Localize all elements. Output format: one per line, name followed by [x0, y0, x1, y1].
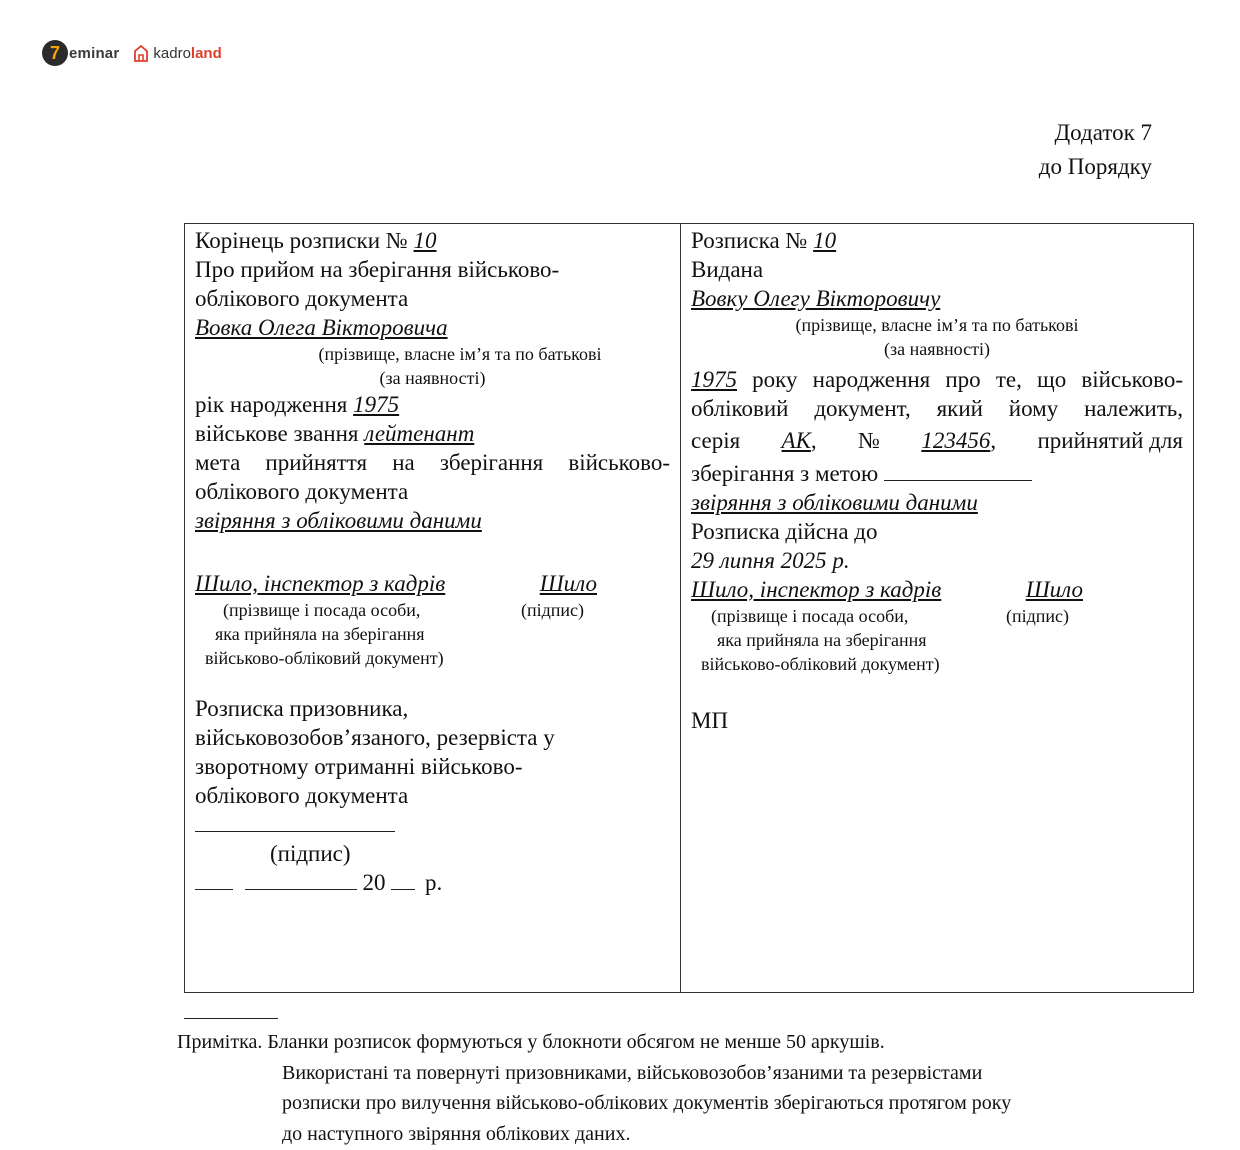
- stub-return-2: військовозобов’язаного, резервіста у: [195, 725, 555, 750]
- stub-rank-value: лейтенант: [364, 421, 475, 446]
- receipt-official-hint-2: яка прийняла на зберігання: [717, 630, 927, 650]
- receipt-official-hint-3: військово-обліковий документ): [701, 654, 940, 674]
- receipt-stamp: МП: [691, 708, 729, 733]
- receipt-official-hint-1: (прізвище і посада особи,: [711, 606, 909, 626]
- stub-return-4: облікового документа: [195, 783, 409, 808]
- footnote: [177, 1027, 1177, 1149]
- stub-purpose: звіряння з обліковими даними: [195, 508, 482, 533]
- receipt-signature-hint: (підпис): [1006, 606, 1070, 626]
- stub-return-signature-hint: (підпис): [270, 841, 351, 866]
- receipt-title: Розписка № 10: [691, 228, 837, 253]
- stub-signature: Шило: [539, 571, 597, 596]
- house-icon: [133, 44, 149, 62]
- receipt-name-hint-2: (за наявності): [884, 339, 990, 359]
- stub-person-name: Вовка Олега Вікторовича: [195, 315, 448, 340]
- appendix-line-2: до Порядку: [1038, 154, 1152, 179]
- appendix-header: [1039, 116, 1152, 184]
- stub-name-hint-2: (за наявності): [379, 368, 486, 388]
- appendix-line-1: Додаток 7: [1054, 120, 1152, 145]
- stub-signature-hint: (підпис): [521, 600, 585, 620]
- receipt-signature: Шило: [1025, 577, 1083, 602]
- seminar-logo: [42, 40, 119, 66]
- receipt-doc-number: 123456: [921, 428, 991, 453]
- stub-return-1: Розписка призовника,: [195, 696, 409, 721]
- receipt-text-2: обліковий документ, який йому належить,: [691, 396, 1183, 421]
- stub-birth: рік народження 1975: [195, 392, 400, 417]
- stub-official: Шило, інспектор з кадрів: [195, 571, 446, 596]
- stub-title: Корінець розписки № 10: [195, 228, 437, 253]
- footnote-rule: [184, 1018, 278, 1019]
- stub-return-3: зворотному отриманні військово-: [195, 754, 523, 779]
- stub-purpose-1: мета прийняття на зберігання військово-: [195, 450, 670, 475]
- stub-purpose-2: облікового документа: [195, 479, 409, 504]
- receipt-signature-hints: [691, 604, 1183, 676]
- kadroland-logo-text-1: kadro: [153, 44, 191, 62]
- seminar-logo-mark: 7: [42, 40, 68, 66]
- stub-return-date: 20 р.: [195, 868, 670, 897]
- seminar-logo-text: eminar: [69, 44, 120, 62]
- stub-official-hint-3: військово-обліковий документ): [205, 648, 444, 668]
- stub-birth-year: 1975: [353, 392, 400, 417]
- note-line-1: Примітка. Бланки розписок формуються у блокноти обсягом не менше 50 аркушів.: [177, 1031, 885, 1053]
- stub-signature-row: [195, 569, 597, 598]
- receipt-issued: Видана: [691, 257, 764, 282]
- receipt-series: АК: [781, 428, 811, 453]
- stub-official-hint-1: (прізвище і посада особи,: [223, 600, 421, 620]
- stub-about-1: Про прийом на зберігання військово-: [195, 257, 560, 282]
- receipt-stub: [185, 224, 681, 992]
- receipt-purpose: звіряння з обліковими даними: [691, 490, 978, 515]
- kadroland-logo-text-2: land: [190, 44, 222, 62]
- note-line-3: розписки про вилучення військово-облікових документів зберігаються протягом року: [282, 1092, 1012, 1114]
- receipt-valid-label: Розписка дійсна до: [691, 519, 878, 544]
- stub-about-2: облікового документа: [195, 286, 409, 311]
- stub-signature-hints: [195, 598, 670, 670]
- receipt-series-line: серія АК, № 123456, прийнятий для: [691, 428, 1183, 453]
- receipt-number: 10: [813, 228, 837, 253]
- stub-number: 10: [413, 228, 437, 253]
- note-line-4: до наступного звіряння облікових даних.: [282, 1122, 631, 1145]
- receipt-person-name: Вовку Олегу Вікторовичу: [691, 286, 941, 311]
- header-logos: [42, 39, 222, 67]
- stub-return-signature-line: [195, 810, 670, 839]
- receipt-birth-year: 1975: [691, 367, 737, 392]
- receipt-form-table: [184, 223, 1194, 993]
- kadroland-logo: [133, 44, 221, 62]
- stub-official-hint-2: яка прийняла на зберігання: [215, 624, 425, 644]
- receipt-name-hint-1: (прізвище, власне ім’я та по батькові: [795, 315, 1079, 335]
- receipt-signature-row: [691, 575, 1083, 604]
- stub-rank: військове звання лейтенант: [195, 421, 475, 446]
- stub-name-hint-1: (прізвище, власне ім’я та по батькові: [318, 344, 602, 364]
- note-line-2: Використані та повернуті призовниками, військовозобов’язаними та резервістами: [282, 1061, 983, 1084]
- receipt-text-1: 1975 року народження про те, що військово-: [691, 367, 1183, 392]
- receipt-valid-date: 29 липня 2025 р.: [691, 548, 850, 573]
- receipt-official: Шило, інспектор з кадрів: [691, 577, 942, 602]
- receipt: [681, 224, 1193, 992]
- receipt-storage-line: зберігання з метою: [691, 459, 1183, 488]
